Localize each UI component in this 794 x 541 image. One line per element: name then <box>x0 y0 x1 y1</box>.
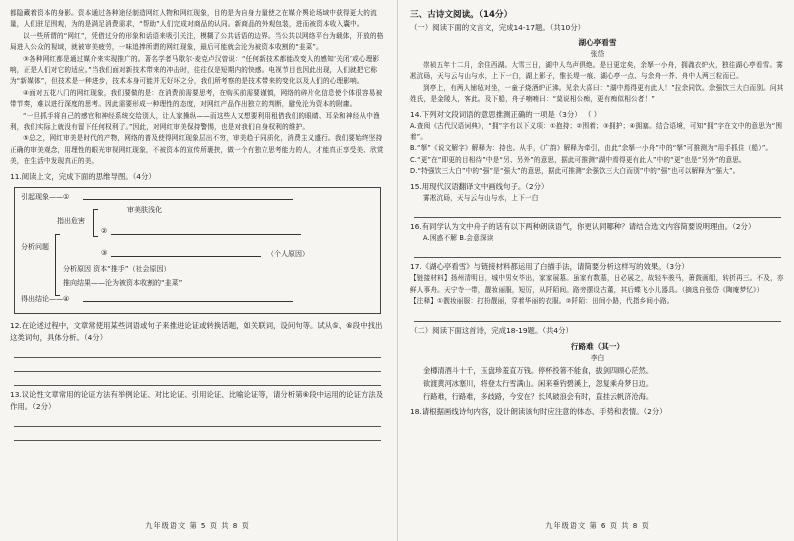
answer-blank[interactable] <box>111 234 301 235</box>
classical-paragraph: 崇祯五年十二月，余住西湖。大雪三日，湖中人鸟声俱绝。是日更定矣，余拏一小舟，拥毳衣炉火，独往湖心亭看雪。雾凇沆砀，天与云与山与水，上下一白，湖上影子，惟长堤一痕、湖心亭一点、与余舟一芥、舟中人两三粒而已。 <box>410 61 784 81</box>
annotation: 【注释】①靓妆丽服：打扮靓丽，穿着华丽的衣服。②阡陌：田间小路，代指乡间小路。 <box>410 297 674 306</box>
answer-blank[interactable] <box>83 199 293 200</box>
mindmap-line: 分析问题 <box>21 242 49 251</box>
page-divider <box>397 0 398 541</box>
question-18: 18.请根据画线诗句内容，设计朗读该句时应注意的体态、手势和表情。（2分） <box>410 406 667 416</box>
poem-line: 欲渡黄河冰塞川，将登太行雪满山。闲来垂钓碧溪上，忽复乘舟梦日边。 <box>423 378 654 388</box>
option-a: A.查阅《古代汉语词典》，“拥”字有以下义项：①抱持；②围着；③拥护；④拥塞。结合语境，可知“拥”字在文中的意思为“围着”。 <box>410 121 783 142</box>
essay-paragraph: ③各种网红都是通过媒介来实现推广的。著名学者马歇尔·麦克卢汉曾说：“任何新技术都能改变人的感知‘关闭’或心理影响，正是人们对它的适应。”当我们面对新技术带来的冲击时，往往仅是短期内的快感。电视节目也因此出现，人们就把它称为“新媒体”，但技术是一种进步，技术本身可能并无好坏之分，我们所考察的是技术带来的变化以及人们的心理影响。 <box>10 54 380 86</box>
poem-line: 金樽清酒斗十千，玉盘珍羞直万钱。停杯投箸不能食，拔剑四顾心茫然。 <box>423 365 654 375</box>
essay-paragraph: ④面对五花八门的网红现象，我们要做的是：在消费前需要思考，在购买前需要谨慎，网络的碎片化信息使个体很容易被带节奏，难以进行深度的思考。因此需要形成一种理性的态度，对网红产品作出独立的判断，避免沦为资本的附庸。 <box>10 88 383 109</box>
answer-line[interactable] <box>414 204 781 218</box>
option-b: B.“拏”《说文解字》解释为：持也。从手，《广韵》解释为牵引，由此“余拏一小舟”中的“拏”可推测为“用手抓住（船）”。 <box>410 144 773 153</box>
question-16-options: A.困惑不解 B.会意深读 <box>423 234 494 243</box>
answer-line[interactable] <box>14 358 381 372</box>
poem-title: 行路难（其一） <box>570 341 625 351</box>
bracket <box>93 209 98 237</box>
mindmap-line: ② <box>101 226 108 235</box>
question-17: 17.《湖心亭看雪》与链接材料都运用了白描手法，请简要分析这样写的效果。（3分） <box>410 262 689 272</box>
poem-author: 李白 <box>590 353 605 362</box>
answer-line[interactable] <box>14 413 381 427</box>
essay-paragraph: ⑤总之，网红审美是时代的产物，网络的普及使得网红现象层出不穷，审美趋于同质化，消费主义盛行。我们要始终坚持正确的审美观念，用理性的眼光审视网红现象，不被资本的宣传所裹挟，做一个有独立思考能力的人，才能真正享受美、欣赏美，在生活中发现真正的美。 <box>10 134 384 166</box>
mind-map <box>14 187 381 314</box>
mindmap-line: 得出结论——④ <box>21 294 70 303</box>
answer-line[interactable] <box>14 372 381 386</box>
question-16: 16.有同学认为文中舟子的话有以下两种朗读语气，你更认同哪种？请结合选文内容简要说明理由。（2分） <box>410 222 756 232</box>
option-c: C.“更”在“即更的目相待”中是“另、另外”的意思，据此可推测“湖中焉得更有此人”中的“更”也是“另外”的意思。 <box>410 155 746 164</box>
mindmap-line: （个人原因） <box>267 249 309 258</box>
answer-line[interactable] <box>414 244 781 258</box>
answer-blank[interactable] <box>83 301 293 302</box>
link-material: 【链接材料】扬州清明日，城中男女毕出，家家展墓。虽家有数墓，日必展之，故轻车骏马，箫鼓画船，转折再三。不及，亦鲜人事舟。天宁寺一带，靓妆丽服，短厉，从阡陌间。路旁摆设古董，其后蝶飞小儿器具。（摘选自张岱《陶庵梦忆》） <box>410 274 784 294</box>
essay-paragraph: “一旦抓手将自己的感官和神经系统交给别人，让人家操纵——而这些人又想要利用租借我们的眼睛、耳朵和神经从中渔利，我们实际上就没有留下任何权利了。”因此，对网红审美保持警惕，也是对我们自身权利的维护。 <box>10 111 380 132</box>
classical-paragraph: 到亭上，有两人铺毡对坐，一童子烧酒炉正沸。见余大喜曰：“湖中焉得更有此人！”拉余同饮。余强饮三大白而别。问其姓氏，是金陵人，客此。及下船，舟子喃喃曰：“莫说相公痴，更有痴似相公者！” <box>410 83 784 104</box>
question-11: 11.阅读上文，完成下面的思维导图。（4分） <box>10 171 156 181</box>
mindmap-line: ③ <box>101 248 108 257</box>
mindmap-line: 指出危害 <box>57 216 85 225</box>
mindmap-line: 引起现象——① <box>21 192 70 201</box>
question-14: 14.下列对文段词语的意思推测正确的一项是（3分） （ ） <box>410 109 602 119</box>
page-6 <box>410 8 785 533</box>
answer-line[interactable] <box>14 427 381 441</box>
answer-blank[interactable] <box>111 256 261 257</box>
option-d: D.“特强饮三大白”中的“强”是“强大”的意思，据此可推测“余强饮三大白而别”中的“强”也可以解释为“强大”。 <box>410 167 740 176</box>
mindmap-line: 推向结果——沦为被资本收割的“韭菜” <box>63 278 183 287</box>
mindmap-line: 分析原因 资本“推手”（社会原因） <box>63 264 171 273</box>
question-15: 15.用现代汉语翻译文中画线句子。（2分） <box>410 181 549 191</box>
text-author: 张岱 <box>590 50 605 58</box>
answer-line[interactable] <box>414 308 781 322</box>
section-heading: 三、古诗文阅读。（14分） <box>410 10 513 20</box>
page-5 <box>10 8 385 533</box>
mindmap-line: 审美肤浅化 <box>127 205 162 214</box>
essay-paragraph: 以一些所谓的“网红”，凭借过分的形象和话语来吸引关注，模糊了公共话语的边界。当公共以网络平台为载体，开放的格局进入公众的视域，就被审美疲劳，一味追捧所谓的网红现象，最后可能就会沦为被资本收割的“韭菜”。 <box>10 31 384 52</box>
subsection-heading: （一）阅读下面的文言文，完成14-17题。（共10分） <box>410 23 585 32</box>
sentence-to-translate: 雾凇沆砀，天与云与山与水，上下一白 <box>423 193 539 202</box>
poem-line: 行路难，行路难，多歧路，今安在？长风破浪会有时，直挂云帆济沧海。 <box>423 391 654 401</box>
bracket <box>55 234 60 296</box>
text-title: 湖心亭看雪 <box>578 38 617 47</box>
page-footer: 九年级语文 第 5 页 共 8 页 <box>145 521 250 530</box>
answer-line[interactable] <box>14 344 381 358</box>
page-footer: 九年级语文 第 6 页 共 8 页 <box>545 521 650 530</box>
question-12: 12.在论述过程中，文章常使用某些词语或句子来推进论证或转换话题，如关联词，设问句等。试从⑤、⑥段中找出这类词句，具体分析。（4分） <box>10 320 383 342</box>
subsection-heading: （二）阅读下面这首诗，完成18-19题。（共4分） <box>410 325 573 335</box>
question-13: 13.议论性文章常用的论证方法有举例论证、对比论证、引用论证、比喻论证等，请分析第⑥段中运用的论证方法及作用。（2分） <box>10 389 384 411</box>
essay-paragraph: 都隐藏着资本的身影。资本通过各种途径制造网红人物和网红现象，目的是为自身力量使之在媒介舆论场域中获得更大的流量，人们驻足围观，为的是满足消费需求，“帮助”人们完成对商品的认同。新商品的外观包装，进而被资本收入囊中。 <box>10 9 377 29</box>
